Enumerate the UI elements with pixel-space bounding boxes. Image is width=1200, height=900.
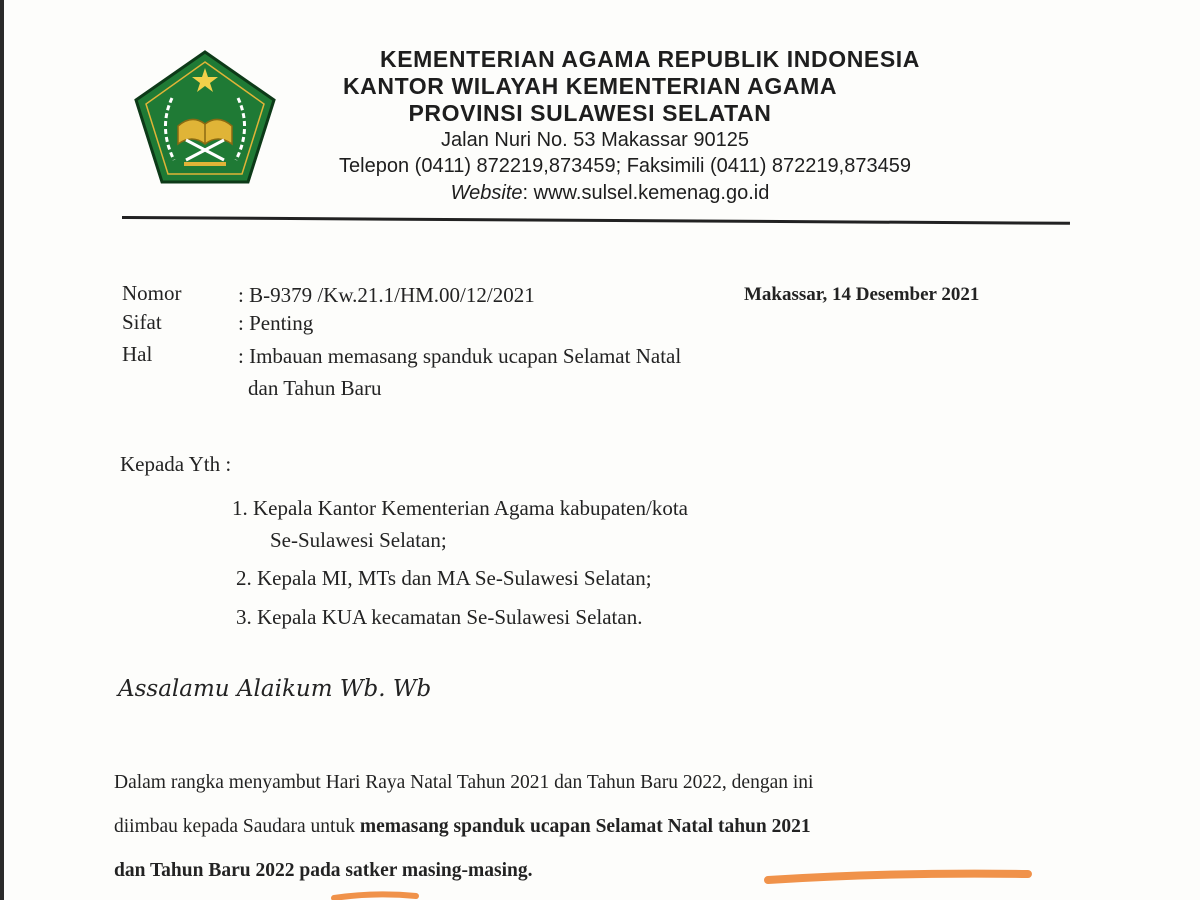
letterhead-rule bbox=[122, 216, 1070, 225]
hal-value-line2: dan Tahun Baru bbox=[248, 376, 382, 400]
letterhead-phone-fax: Telepon (0411) 872219,873459; Faksimili (0411) 872219,873459 bbox=[339, 155, 911, 177]
letterhead-address: Jalan Nuri No. 53 Makassar 90125 bbox=[441, 129, 749, 151]
page-edge bbox=[0, 0, 4, 900]
body-line-2-plain: diimbau kepada Saudara untuk bbox=[114, 816, 360, 837]
greeting: Assalamu Alaikum Wb. Wb bbox=[118, 676, 432, 702]
highlighter-underline bbox=[764, 866, 1032, 884]
recipients-heading: Kepada Yth : bbox=[120, 452, 232, 476]
body-line-1: Dalam rangka menyambut Hari Raya Natal Tahun 2021 dan Tahun Baru 2022, dengan ini bbox=[114, 772, 814, 793]
letterhead bbox=[260, 46, 1040, 207]
body-line-3: dan Tahun Baru 2022 pada satker masing-masing. bbox=[114, 860, 533, 881]
highlighter-underline-2 bbox=[330, 888, 420, 900]
body-line-2 bbox=[114, 816, 811, 838]
place-date: Makassar, 14 Desember 2021 bbox=[744, 284, 980, 305]
letterhead-website bbox=[180, 180, 1040, 207]
recipient-1-line2: Se-Sulawesi Selatan; bbox=[270, 528, 447, 552]
website-label: Website bbox=[450, 182, 523, 204]
body-line-2-bold: memasang spanduk ucapan Selamat Natal tahun 2021 bbox=[359, 816, 811, 837]
nomor-value: : B-9379 /Kw.21.1/HM.00/12/2021 bbox=[238, 283, 535, 307]
recipient-1-line1: 1. Kepala Kantor Kementerian Agama kabupaten/kota bbox=[232, 496, 688, 520]
letterhead-province: PROVINSI SULAWESI SELATAN bbox=[408, 100, 772, 126]
letterhead-office: KANTOR WILAYAH KEMENTERIAN AGAMA bbox=[342, 73, 838, 99]
recipient-3: 3. Kepala KUA kecamatan Se-Sulawesi Selatan. bbox=[236, 605, 643, 629]
recipient-2: 2. Kepala MI, MTs dan MA Se-Sulawesi Selatan; bbox=[236, 566, 652, 590]
sifat-label: Sifat bbox=[122, 310, 162, 334]
sifat-value: : Penting bbox=[238, 311, 314, 335]
nomor-label: Nomor bbox=[122, 281, 182, 305]
hal-value-line1: : Imbauan memasang spanduk ucapan Selamat Natal bbox=[238, 344, 682, 368]
letterhead-ministry: KEMENTERIAN AGAMA REPUBLIK INDONESIA bbox=[380, 46, 920, 72]
hal-label: Hal bbox=[122, 342, 153, 366]
website-value: : www.sulsel.kemenag.go.id bbox=[522, 182, 770, 204]
